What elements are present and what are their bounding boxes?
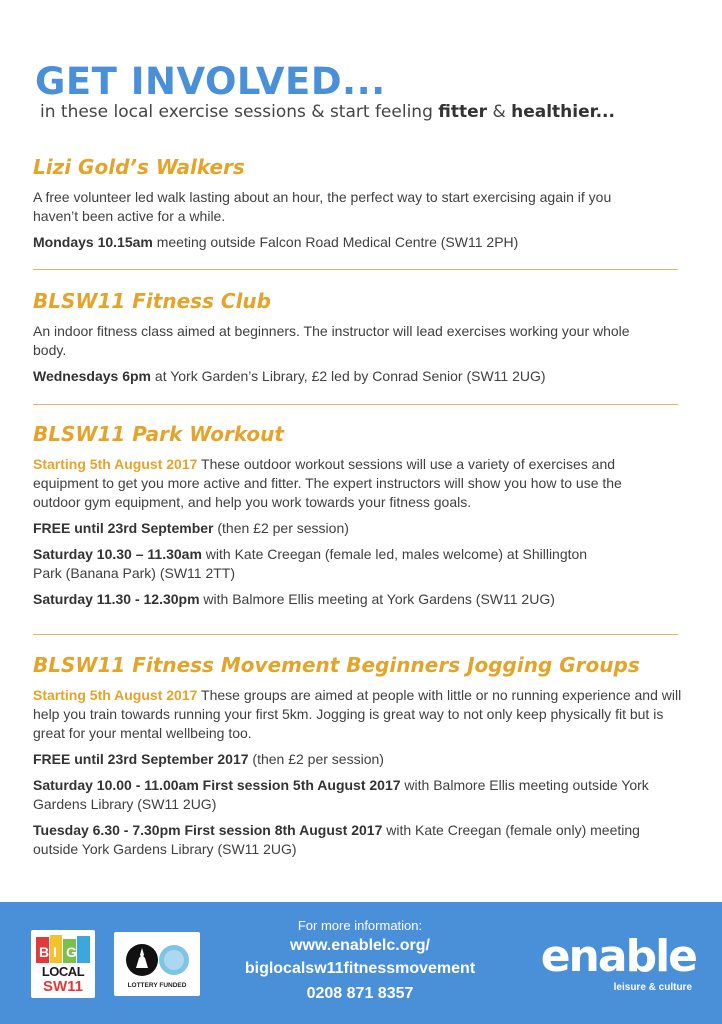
section-fitness-club: [33, 289, 693, 393]
page-subtitle: in these local exercise sessions & start feeling fitter & healthier...: [40, 102, 615, 122]
divider: [33, 404, 678, 405]
divider: [33, 634, 678, 635]
session-line: Wednesdays 6pm at York Garden’s Library, £2 led by Conrad Senior (SW11 2UG): [33, 368, 546, 384]
session-line: Saturday 11.30 - 12.30pm with Balmore Ellis meeting at York Gardens (SW11 2UG): [33, 591, 555, 607]
page-title: GET INVOLVED...: [35, 60, 386, 103]
divider: [33, 269, 678, 270]
svg-text:G: G: [66, 944, 77, 960]
session-line: Saturday 10.30 – 11.30am with Kate Creegan (female led, males welcome) at Shillington Park (Banana Park) (SW11 2TT): [33, 546, 588, 581]
svg-text:I: I: [53, 944, 57, 960]
lottery-funded-label: LOTTERY FUNDED: [127, 982, 187, 989]
enable-logo: [520, 931, 696, 993]
section-jogging-groups: [33, 653, 693, 866]
lottery-crossed-fingers-icon: [122, 938, 192, 980]
free-line: FREE until 23rd September 2017 (then £2 per session): [33, 751, 384, 767]
website-link-line2[interactable]: biglocalsw11fitnessmovement: [244, 960, 476, 977]
section-description: An indoor fitness class aimed at beginners. The instructor will lead exercises working your whole body.: [33, 323, 630, 358]
section-title: BLSW11 Fitness Club: [33, 289, 271, 313]
section-title: BLSW11 Park Workout: [33, 422, 284, 446]
section-title: Lizi Gold’s Walkers: [33, 155, 245, 179]
section-description: Starting 5th August 2017 These groups are aimed at people with little or no running experience and will help you train towards running your first 5km. Jogging is great way to not only keep physically fit but is great for your mental wellbeing too.: [33, 687, 682, 741]
logo-sw11-text: SW11: [42, 978, 84, 995]
section-park-workout: [33, 422, 693, 616]
website-link-line1[interactable]: www.enablelc.org/: [290, 937, 430, 954]
lottery-funded-logo: [114, 932, 200, 996]
logo-local-text: LOCAL: [41, 964, 85, 979]
enable-brand-tagline: leisure & culture: [613, 982, 692, 993]
more-info-label: For more information:: [297, 918, 423, 933]
free-line: FREE until 23rd September (then £2 per session): [33, 520, 349, 536]
section-lizi-gold-walkers: [33, 155, 693, 259]
colored-blocks-icon: [36, 935, 90, 965]
section-description: A free volunteer led walk lasting about an hour, the perfect way to start exercising again if you haven’t been active for a while.: [33, 189, 612, 224]
session-line: Mondays 10.15am meeting outside Falcon Road Medical Centre (SW11 2PH): [33, 234, 519, 250]
svg-text:B: B: [39, 944, 50, 960]
section-title: BLSW11 Fitness Movement Beginners Jogging Groups: [33, 653, 640, 677]
contact-info: [210, 912, 510, 1003]
session-line: Tuesday 6.30 - 7.30pm First session 8th August 2017 with Kate Creegan (female only) meeting outside York Gardens Library (SW11 2UG): [33, 822, 640, 857]
session-line: Saturday 10.00 - 11.00am First session 5th August 2017 with Balmore Ellis meeting outside York Gardens Library (SW11 2UG): [33, 777, 649, 812]
big-local-sw11-logo: [31, 930, 95, 998]
section-description: Starting 5th August 2017 These outdoor workout sessions will use a variety of exercises and equipment to get you more active and fitter. The expert instructors will show you how to use the outdoor gym equipment, and help you work towards your fitness goals.: [33, 456, 622, 510]
enable-brand-name: enable: [540, 931, 696, 982]
footer-bar: [0, 902, 722, 1024]
phone-number[interactable]: 0208 871 8357: [306, 985, 414, 1002]
